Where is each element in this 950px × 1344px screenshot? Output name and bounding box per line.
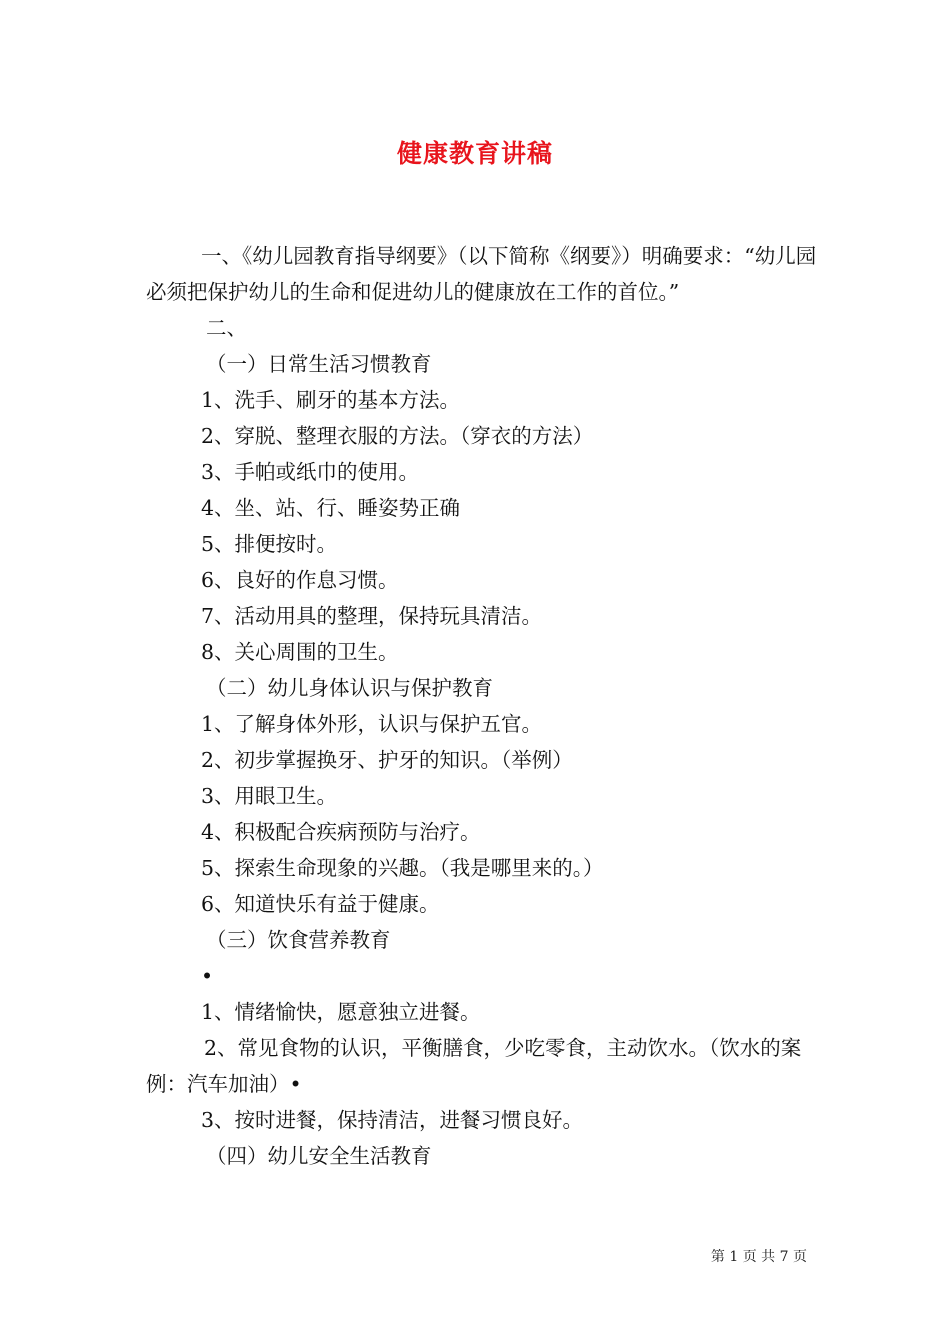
list-item: 4、坐、站、行、睡姿势正确 [201, 496, 461, 520]
subsection-heading-2: （二）幼儿身体认识与保护教育 [206, 676, 493, 700]
list-item: 7、活动用具的整理，保持玩具清洁。 [201, 604, 543, 628]
subsection-heading-4: （四）幼儿安全生活教育 [206, 1144, 432, 1168]
document-title: 健康教育讲稿 [396, 139, 553, 168]
list-item: 6、知道快乐有益于健康。 [201, 892, 440, 916]
paragraph-intro: 一、《幼儿园教育指导纲要》（以下简称《纲要》）明确要求：“幼儿园必须把保护幼儿的生命和促进幼儿的健康放在工作的首位。” [146, 244, 817, 304]
section-heading-two: 二、 [206, 316, 247, 340]
list-item: 2、初步掌握换牙、护牙的知识。（举例） [201, 748, 573, 772]
list-item: 3、手帕或纸巾的使用。 [201, 460, 420, 484]
list-item: 8、关心周围的卫生。 [201, 640, 399, 664]
document-body [146, 238, 818, 1174]
list-item: 2、穿脱、整理衣服的方法。（穿衣的方法） [201, 424, 594, 448]
subsection-heading-3: （三）饮食营养教育 [206, 928, 391, 952]
list-item: 1、情绪愉快，愿意独立进餐。 [201, 1000, 481, 1024]
list-item: 5、排便按时。 [201, 532, 338, 556]
list-item: 1、了解身体外形，认识与保护五官。 [201, 712, 543, 736]
list-item: 3、用眼卫生。 [201, 784, 338, 808]
list-item: 4、积极配合疾病预防与治疗。 [201, 820, 481, 844]
subsection-heading-1: （一）日常生活习惯教育 [206, 352, 432, 376]
list-item: 5、探索生命现象的兴趣。（我是哪里来的。） [201, 856, 604, 880]
list-item: 2、常见食物的认识，平衡膳食，少吃零食，主动饮水。（饮水的案例：汽车加油）• [146, 1036, 802, 1096]
list-item: 6、良好的作息习惯。 [201, 568, 399, 592]
list-item: 1、洗手、刷牙的基本方法。 [201, 388, 461, 412]
list-item: 3、按时进餐，保持清洁，进餐习惯良好。 [201, 1108, 584, 1132]
bullet-mark: • [201, 964, 214, 988]
page-number-footer: 第 1 页 共 7 页 [710, 1249, 807, 1265]
